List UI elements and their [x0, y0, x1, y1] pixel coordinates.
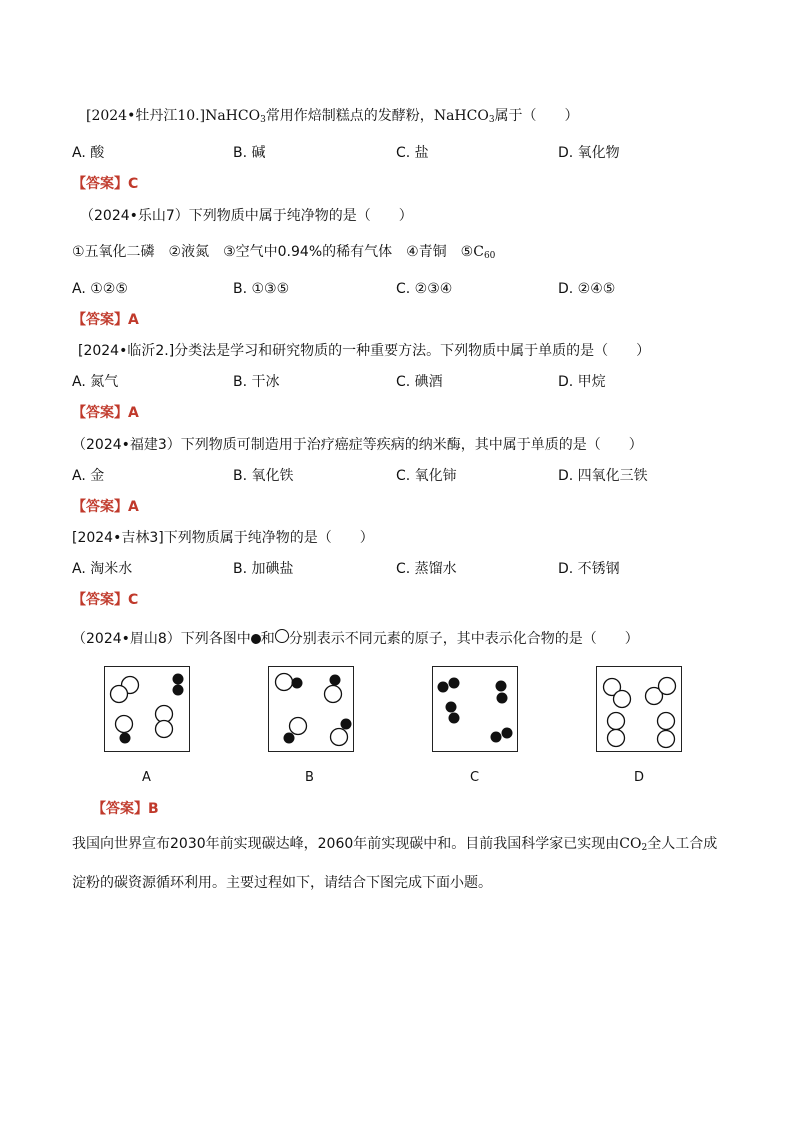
q1-stem-mid: 常用作焙制糕点的发酵粉， [265, 108, 434, 124]
q4-option-b: B. 氧化铁 [233, 468, 294, 484]
diagram-label-d: D [634, 770, 645, 785]
white-atom [614, 691, 631, 708]
diagram-box-b [268, 666, 354, 752]
q1-option-b: B. 碱 [233, 145, 266, 161]
q3-option-d: D. 甲烷 [558, 374, 606, 390]
black-atom [496, 681, 507, 692]
black-atom [446, 702, 457, 713]
q6-stem [72, 629, 639, 649]
white-atom [608, 730, 625, 747]
q3-answer: 【答案】A [72, 405, 139, 421]
white-atom-icon [275, 629, 289, 643]
q5-option-d: D. 不锈钢 [558, 561, 620, 577]
q5-answer: 【答案】C [72, 592, 139, 608]
q2-formula: $C_{60}$ [473, 244, 496, 261]
q3-stem: [2024•临沂2.]分类法是学习和研究物质的一种重要方法。下列物质中属于单质的是（ ） [78, 343, 651, 359]
q5-option-a: A. 淘米水 [72, 561, 133, 577]
white-atom [658, 713, 675, 730]
q6-stem-suffix: 分别表示不同元素的原子，其中表示化合物的是（ ） [288, 631, 639, 647]
q6-stem-and: 和 [260, 631, 275, 647]
black-atom [173, 674, 184, 685]
q4-option-c: C. 氧化铈 [396, 468, 457, 484]
white-atom [116, 716, 133, 733]
q1-option-a: A. 酸 [72, 145, 105, 161]
q1-option-d: D. 氧化物 [558, 145, 620, 161]
black-atom [292, 678, 303, 689]
black-atom [120, 733, 131, 744]
q4-answer: 【答案】A [72, 499, 139, 515]
q1-formula-1: NaHCO$_3$ [205, 108, 266, 125]
q3-option-c: C. 碘酒 [396, 374, 443, 390]
q3-option-a: A. 氮气 [72, 374, 119, 390]
black-atom-icon [251, 634, 261, 644]
black-atom [491, 732, 502, 743]
diagram-box-a [104, 666, 190, 752]
black-atom [438, 682, 449, 693]
white-atom [658, 731, 675, 748]
white-atom [276, 674, 293, 691]
diagram-c-atoms [433, 667, 519, 753]
q5-option-b: B. 加碘盐 [233, 561, 294, 577]
diagram-label-a: A [142, 770, 151, 785]
white-atom [290, 718, 307, 735]
white-atom [659, 678, 676, 695]
black-atom [173, 685, 184, 696]
white-atom [111, 686, 128, 703]
q1-stem-suffix: 属于（ ） [494, 108, 579, 124]
q2-items [72, 242, 495, 266]
black-atom [449, 713, 460, 724]
diagram-label-c: C [470, 770, 480, 785]
q3-option-b: B. 干冰 [233, 374, 280, 390]
passage-line-1-suffix: 全人工合成 [647, 836, 718, 852]
white-atom [156, 721, 173, 738]
q2-stem: （2024•乐山7）下列物质中属于纯净物的是（ ） [80, 208, 413, 224]
q4-option-d: D. 四氧化三铁 [558, 468, 648, 484]
diagram-a-atoms [105, 667, 191, 753]
q6-stem-prefix: （2024•眉山8）下列各图中 [72, 631, 251, 647]
white-atom [331, 729, 348, 746]
q2-option-a: A. ①②⑤ [72, 281, 128, 297]
passage-formula: $CO_2$ [619, 836, 648, 853]
q2-option-d: D. ②④⑤ [558, 281, 616, 297]
q6-answer: 【答案】B [92, 801, 159, 817]
q2-answer: 【答案】A [72, 312, 139, 328]
q4-option-a: A. 金 [72, 468, 105, 484]
q2-option-b: B. ①③⑤ [233, 281, 290, 297]
q1-answer: 【答案】C [72, 176, 139, 192]
q2-option-c: C. ②③④ [396, 281, 453, 297]
q2-items-text: ①五氧化二磷 ②液氮 ③空气中0.94%的稀有气体 ④青铜 ⑤ [72, 244, 474, 260]
q1-source: [2024•牡丹江10.] [86, 108, 206, 124]
passage-line-2: 淀粉的碳资源循环利用。主要过程如下，请结合下图完成下面小题。 [72, 875, 492, 891]
black-atom [284, 733, 295, 744]
passage-line-1-prefix: 我国向世界宣布2030年前实现碳达峰，2060年前实现碳中和。目前我国科学家已实现由 [72, 836, 620, 852]
black-atom [449, 678, 460, 689]
q5-stem: [2024•吉林3]下列物质属于纯净物的是（ ） [72, 530, 374, 546]
black-atom [330, 675, 341, 686]
white-atom [608, 713, 625, 730]
diagram-d-atoms [597, 667, 683, 753]
black-atom [341, 719, 352, 730]
black-atom [497, 693, 508, 704]
q1-formula-2: NaHCO$_3$ [433, 108, 495, 125]
q1-option-c: C. 盐 [396, 145, 429, 161]
black-atom [502, 728, 513, 739]
diagram-box-d [596, 666, 682, 752]
passage-line-1 [72, 834, 717, 858]
q5-option-c: C. 蒸馏水 [396, 561, 457, 577]
q4-stem: （2024•福建3）下列物质可制造用于治疗癌症等疾病的纳米酶，其中属于单质的是（ ） [72, 437, 643, 453]
diagram-box-c [432, 666, 518, 752]
q1-stem [86, 106, 579, 130]
white-atom [325, 686, 342, 703]
diagram-b-atoms [269, 667, 355, 753]
diagram-label-b: B [305, 770, 314, 785]
